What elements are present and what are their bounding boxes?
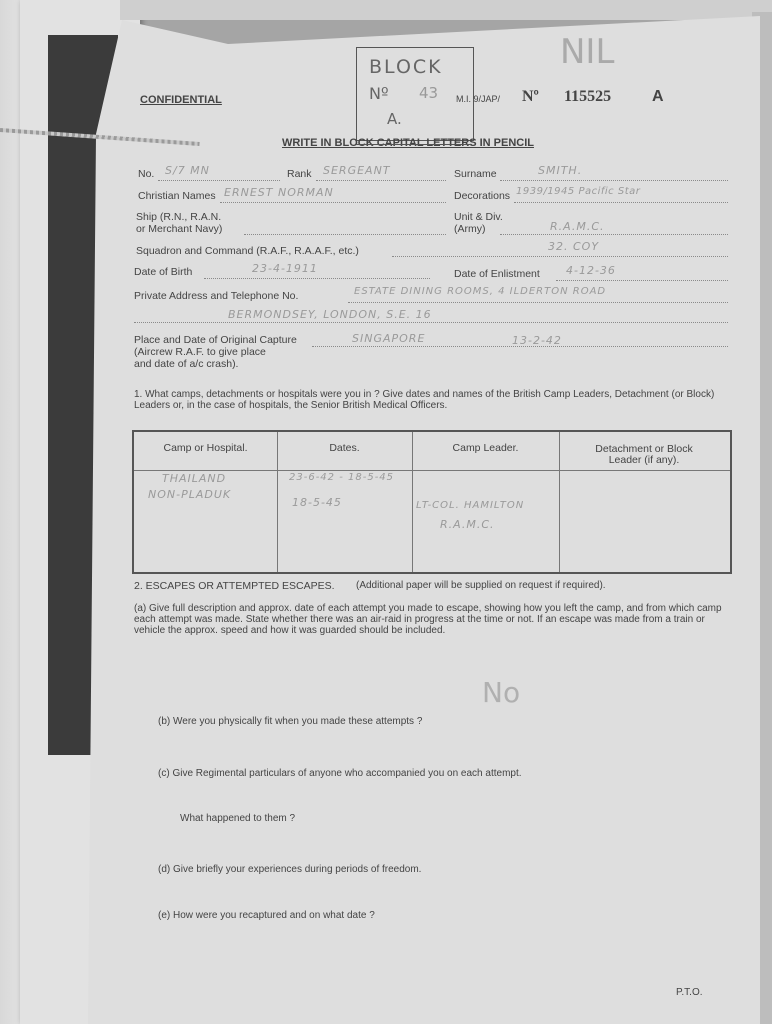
decorations-value: 1939/1945 Pacific Star	[516, 186, 641, 197]
stamp-line-1: BLOCK	[369, 56, 443, 78]
no-value: S/7 MN	[165, 164, 210, 177]
serial-suffix: A	[652, 88, 664, 105]
question-2b: (b) Were you physically fit when you made these attempts ?	[158, 716, 423, 727]
address-value-2: BERMONDSEY, LONDON, S.E. 16	[228, 308, 432, 321]
address-line-2	[134, 322, 728, 323]
dates-entry-1: 23-6-42 - 18-5-45	[289, 472, 395, 483]
nil-annotation: NIL	[560, 32, 615, 72]
question-2a: (a) Give full description and approx. date of each attempt you made to escape, showing how you left the camp, and from which camp each attempt was made. State whether there was an air-raid in progress at the time or not. If an escape was made from a train or vehicle the approx. speed and how it was guarded should be included.	[134, 603, 722, 636]
enlistment-line	[556, 280, 728, 281]
no-line	[158, 180, 280, 181]
capture-date: 13-2-42	[512, 334, 562, 347]
header-dates: Dates.	[329, 442, 360, 454]
camps-table	[132, 430, 732, 574]
unit-label-1: Unit & Div.	[454, 211, 503, 223]
dates-entry-2: 18-5-45	[292, 496, 342, 509]
squadron-value: 32. COY	[548, 240, 600, 253]
unit-value: R.A.M.C.	[550, 220, 605, 233]
surname-label: Surname	[454, 168, 497, 180]
dob-line	[204, 278, 430, 279]
unit-line	[500, 234, 728, 235]
dob-value: 23-4-1911	[252, 262, 318, 275]
question-2c-followup: What happened to them ?	[180, 813, 296, 824]
question-1: 1. What camps, detachments or hospitals were you in ? Give dates and names of the British Camp Leaders, Detachment (or Block) Leaders or, in the case of hospitals, the Senior British Medical Officers.	[134, 389, 715, 411]
address-label: Private Address and Telephone No.	[134, 290, 299, 302]
leader-entry-1: LT-COL. HAMILTON	[416, 500, 525, 511]
instruction-heading: WRITE IN BLOCK CAPITAL LETTERS IN PENCIL	[282, 137, 534, 149]
christian-names-line	[220, 202, 446, 203]
enlistment-label: Date of Enlistment	[454, 268, 540, 280]
ship-label-1: Ship (R.N., R.A.N.	[136, 211, 222, 223]
dob-label: Date of Birth	[134, 266, 193, 278]
serial-prefix: Nº	[522, 88, 539, 105]
surname-line	[500, 180, 728, 181]
top-sheet-edge	[120, 0, 772, 20]
stamp-line-3: A.	[387, 110, 402, 128]
ship-line	[244, 234, 446, 235]
camp-entry-2: NON-PLADUK	[148, 488, 232, 501]
decorations-line	[514, 202, 728, 203]
header-leader: Camp Leader.	[452, 442, 519, 454]
decorations-label: Decorations	[454, 190, 511, 202]
rank-label: Rank	[287, 168, 312, 180]
question-2c: (c) Give Regimental particulars of anyone who accompanied you on each attempt.	[158, 768, 522, 779]
serial-number: 115525	[564, 88, 612, 105]
address-value-1: ESTATE DINING ROOMS, 4 ILDERTON ROAD	[354, 286, 607, 297]
christian-names-value: ERNEST NORMAN	[224, 186, 334, 199]
header-detachment: Detachment or Block Leader (if any).	[595, 443, 693, 466]
enlistment-value: 4-12-36	[566, 264, 616, 277]
table-header-rule	[134, 470, 730, 471]
answer-2a: No	[482, 676, 521, 709]
ship-label-2: or Merchant Navy)	[136, 223, 223, 235]
unit-label-2: (Army)	[454, 223, 486, 235]
capture-label-2: (Aircrew R.A.F. to give place	[134, 346, 266, 358]
capture-place: SINGAPORE	[352, 332, 426, 345]
squadron-label: Squadron and Command (R.A.F., R.A.A.F., etc.)	[136, 245, 359, 257]
table-column-divider	[559, 432, 560, 572]
stamp-line-2: Nº	[369, 84, 389, 103]
camp-entry-1: THAILAND	[162, 472, 227, 485]
address-line-1	[348, 302, 728, 303]
christian-names-label: Christian Names	[138, 190, 216, 202]
classification-label: CONFIDENTIAL	[140, 94, 222, 106]
rank-value: SERGEANT	[323, 164, 391, 177]
squadron-line	[392, 256, 728, 257]
capture-label-3: and date of a/c crash).	[134, 358, 239, 370]
question-2d: (d) Give briefly your experiences during periods of freedom.	[158, 864, 422, 875]
rank-line	[316, 180, 446, 181]
pto-label: P.T.O.	[676, 987, 703, 998]
capture-label-1: Place and Date of Original Capture	[134, 334, 297, 346]
section-2-note: (Additional paper will be supplied on request if required).	[356, 580, 606, 591]
surname-value: SMITH.	[538, 164, 583, 177]
no-label: No.	[138, 168, 155, 180]
section-2-title: 2. ESCAPES OR ATTEMPTED ESCAPES.	[134, 580, 335, 592]
capture-line	[312, 346, 728, 347]
strike-line	[356, 144, 472, 145]
question-2e: (e) How were you recaptured and on what date ?	[158, 910, 375, 921]
stamp-number: 43	[419, 84, 439, 102]
leader-entry-2: R.A.M.C.	[440, 518, 495, 531]
header-camp: Camp or Hospital.	[163, 442, 248, 454]
form-reference: M.I. 9/JAP/	[456, 94, 501, 104]
